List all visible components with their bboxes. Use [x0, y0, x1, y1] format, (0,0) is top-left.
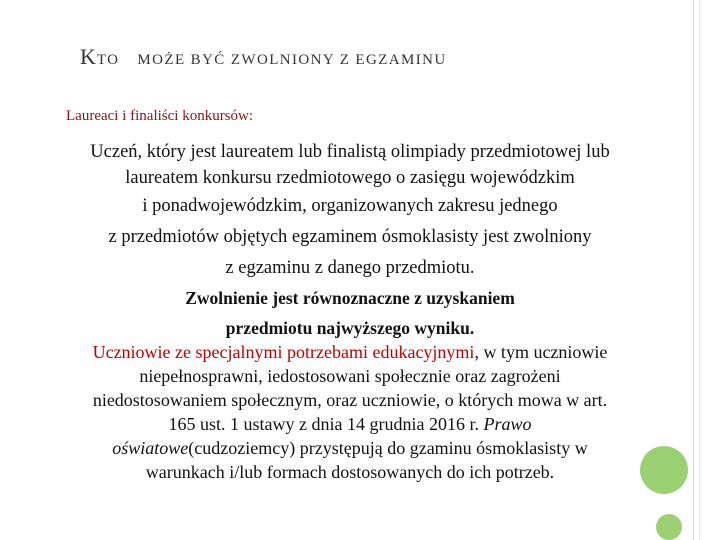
text-line: niepełnosprawni, iedostosowani społecznie oraz zagrożeni	[139, 366, 561, 386]
special-needs-highlight: Uczniowie ze specjalnymi potrzebami edukacyjnymi	[92, 342, 475, 362]
text-fragment: 165 ust. 1 ustawy z dnia 14 grudnia 2016 r.	[168, 414, 484, 434]
text-line: i ponadwojewódzkim, organizowanych zakresu jednego	[142, 196, 558, 216]
law-title-italic: oświatowe	[112, 438, 189, 458]
paragraph-laureates-1	[30, 139, 670, 191]
paragraph-special-needs	[30, 340, 670, 484]
text-line: Uczeń, który jest laureatem lub finalistą olimpiady przedmiotowej lub	[90, 142, 610, 162]
text-line	[30, 340, 670, 364]
text-line: przedmiotu najwyższego wyniku.	[225, 318, 475, 338]
title-rest: MOŻE BYĆ ZWOLNIONY Z EGZAMINU	[137, 52, 447, 68]
text-line: warunkach i/lub formach dostosowanych do ich potrzeb.	[145, 462, 555, 482]
frame-line-inner	[699, 0, 700, 540]
text-fragment: , w tym uczniowie	[474, 342, 608, 362]
section-subheading: Laureaci i finaliści konkursów:	[66, 108, 254, 124]
paragraph-equivalence-bold	[30, 283, 670, 343]
law-title-italic: Prawo	[483, 414, 532, 434]
text-line	[30, 436, 670, 460]
text-line	[30, 412, 670, 436]
decorative-circle-small	[656, 514, 682, 540]
text-line: laureatem konkursu rzedmiotowego o zasięgu wojewódzkim	[125, 168, 575, 188]
text-line: z przedmiotów objętych egzaminem ósmoklasisty jest zwolniony	[108, 227, 592, 247]
text-fragment: (cudzoziemcy) przystępują do gzaminu ósmoklasisty w	[188, 438, 588, 458]
text-line: Zwolnienie jest równoznaczne z uzyskaniem	[185, 288, 515, 308]
title-first-word-rest: TO	[96, 52, 120, 68]
title-initial: K	[80, 44, 97, 69]
text-line: z egzaminu z danego przedmiotu.	[225, 258, 475, 278]
text-line: niedostosowaniem społecznym, oraz uczniowie, o których mowa w art.	[92, 390, 608, 410]
page-title	[80, 44, 447, 70]
paragraph-laureates-2	[30, 191, 670, 284]
frame-line-outer	[693, 0, 694, 540]
